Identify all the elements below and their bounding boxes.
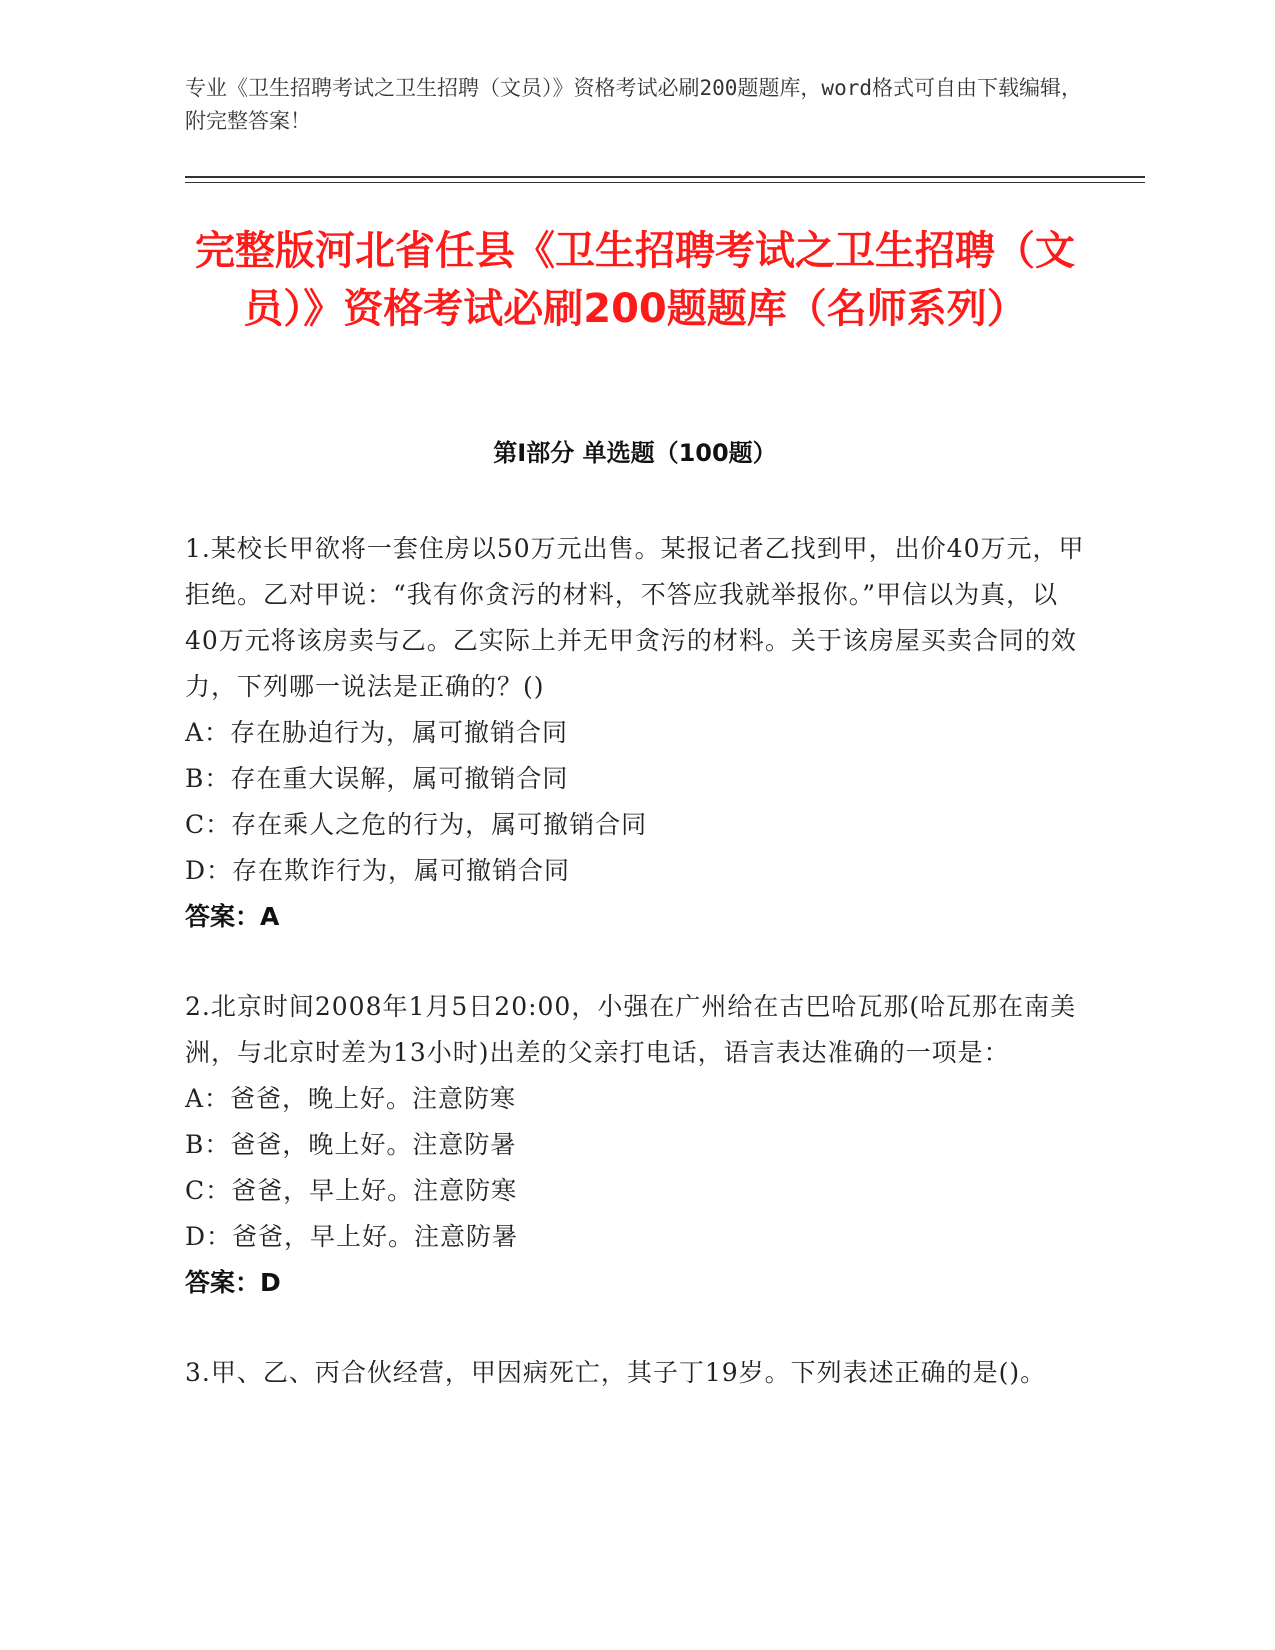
answer: 答案：A	[185, 902, 280, 931]
question-2	[185, 984, 1085, 1306]
question-3	[185, 1350, 1085, 1396]
question-1	[185, 526, 1085, 940]
option-d: D：爸爸，早上好。注意防暑	[185, 1222, 519, 1251]
section-title: 第Ⅰ部分 单选题（100题）	[493, 439, 777, 467]
option-c: C：存在乘人之危的行为，属可撤销合同	[185, 810, 648, 839]
question-list	[185, 526, 1085, 1440]
header-note: 专业《卫生招聘考试之卫生招聘（文员）》资格考试必刷200题题库，word格式可自由下载编辑，附完整答案！	[185, 76, 1082, 133]
option-b: B：存在重大误解，属可撤销合同	[185, 764, 569, 793]
option-a: A：存在胁迫行为，属可撤销合同	[185, 718, 569, 747]
option-a: A：爸爸，晚上好。注意防寒	[185, 1084, 517, 1113]
option-b: B：爸爸，晚上好。注意防暑	[185, 1130, 517, 1159]
question-stem: 2.北京时间2008年1月5日20:00，小强在广州给在古巴哈瓦那(哈瓦那在南美洲，与北京时差为13小时)出差的父亲打电话，语言表达准确的一项是：	[185, 992, 1077, 1067]
answer: 答案：D	[185, 1268, 281, 1297]
document-title: 完整版河北省任县《卫生招聘考试之卫生招聘（文员）》资格考试必刷200题题库（名师系列）	[195, 228, 1075, 332]
question-stem: 1.某校长甲欲将一套住房以50万元出售。某报记者乙找到甲，出价40万元，甲拒绝。乙对甲说：“我有你贪污的材料，不答应我就举报你。”甲信以为真，以40万元将该房卖与乙。乙实际上并无甲贪污的材料。关于该房屋买卖合同的效力，下列哪一说法是正确的？()	[185, 534, 1085, 701]
option-d: D：存在欺诈行为，属可撤销合同	[185, 856, 571, 885]
header-divider-thin	[185, 182, 1145, 183]
question-stem: 3.甲、乙、丙合伙经营，甲因病死亡，其子丁19岁。下列表述正确的是()。	[185, 1358, 1047, 1387]
option-c: C：爸爸，早上好。注意防寒	[185, 1176, 518, 1205]
header-divider	[185, 176, 1145, 178]
